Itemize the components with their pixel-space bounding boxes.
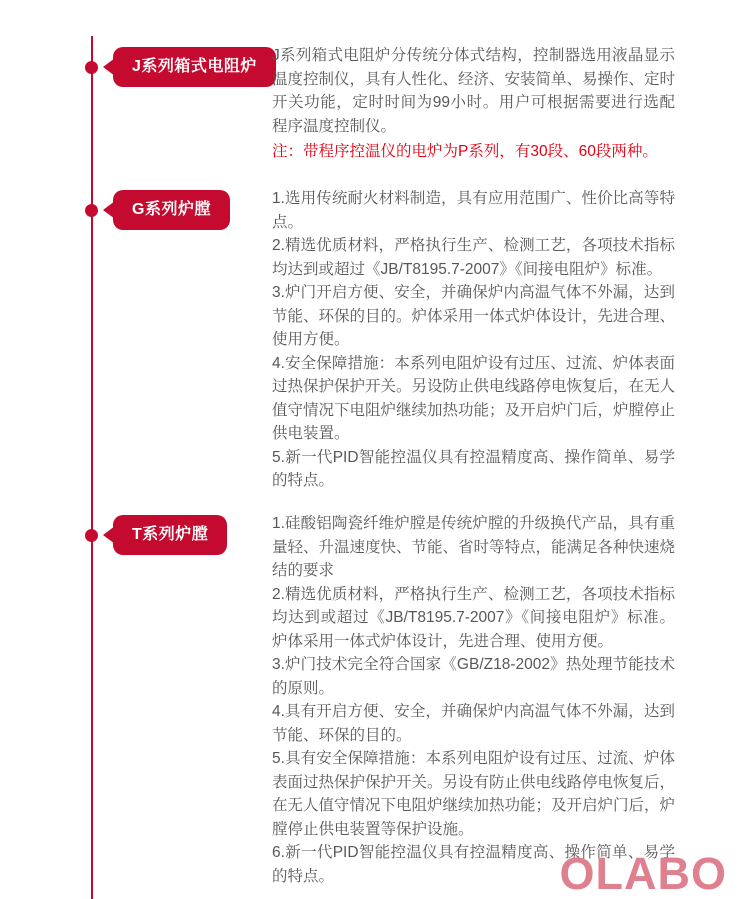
section-title: T系列炉膛: [132, 526, 209, 543]
section-content: [272, 512, 675, 888]
section-title: G系列炉膛: [132, 201, 211, 218]
section-content: [272, 44, 675, 164]
note-paragraph: 注：带程序控温仪的电炉为P系列，有30段、60段两种。: [272, 143, 658, 160]
olabo-logo: OLABO: [559, 848, 727, 899]
paragraph: 2.精选优质材料，严格执行生产、检测工艺，各项技术指标均达到或超过《JB/T8195.7-2007》《间接电阻炉》标准。: [272, 237, 675, 278]
section-content: [272, 187, 675, 493]
section-banner-t-series: [113, 515, 227, 555]
banner-arrow-tail-icon: [103, 58, 115, 76]
paragraph: 1.选用传统耐火材料制造，具有应用范围广、性价比高等特点。: [272, 190, 675, 231]
paragraph: 4.具有开启方便、安全，并确保炉内高温气体不外漏，达到节能、环保的目的。: [272, 703, 675, 744]
paragraph: 1.硅酸铝陶瓷纤维炉膛是传统炉膛的升级换代产品，具有重量轻、升温速度快、节能、省时等特点，能满足各种快速烧结的要求: [272, 515, 676, 579]
paragraph: 5.新一代PID智能控温仪具有控温精度高、操作简单、易学的特点。: [272, 448, 675, 489]
timeline-dot: [85, 61, 98, 74]
paragraph: 4.安全保障措施：本系列电阻炉设有过压、过流、炉体表面过热保护保护开关。另设防止供电线路停电恢复后，在无人值守情况下电阻炉继续加热功能；及开启炉门后，炉膛停止供电装置。: [272, 354, 676, 442]
banner-arrow-tail-icon: [103, 201, 115, 219]
banner-arrow-tail-icon: [103, 526, 115, 544]
paragraph: 3.炉门开启方便、安全，并确保炉内高温气体不外漏，达到节能、环保的目的。炉体采用一体式炉体设计，先进合理、使用方便。: [272, 284, 676, 348]
paragraph: 6.新一代PID智能控温仪具有控温精度高、操作简单、易学的特点。: [272, 844, 675, 885]
timeline-line: [91, 36, 93, 899]
section-banner-g-series: [113, 190, 230, 230]
section-title: J系列箱式电阻炉: [132, 58, 257, 75]
paragraph: 3.炉门技术完全符合国家《GB/Z18-2002》热处理节能技术的原则。: [272, 656, 675, 697]
section-banner-j-series: [113, 47, 276, 87]
paragraph: 5.具有安全保障措施：本系列电阻炉设有过压、过流、炉体表面过热保护保护开关。另设有防止供电线路停电恢复后，在无人值守情况下电阻炉继续加热功能；及开启炉门后，炉膛停止供电装置等保护设施。: [272, 750, 676, 838]
paragraph: J系列箱式电阻炉分传统分体式结构，控制器选用液晶显示温度控制仪，具有人性化、经济、安装简单、易操作、定时开关功能，定时时间为99小时。用户可根据需要进行选配程序温度控制仪。: [272, 47, 676, 135]
paragraph: 2.精选优质材料，严格执行生产、检测工艺，各项技术指标均达到或超过《JB/T8195.7-2007》《间接电阻炉》标准。炉体采用一体式炉体设计，先进合理、使用方便。: [272, 585, 675, 650]
timeline-dot: [85, 204, 98, 217]
timeline-dot: [85, 529, 98, 542]
